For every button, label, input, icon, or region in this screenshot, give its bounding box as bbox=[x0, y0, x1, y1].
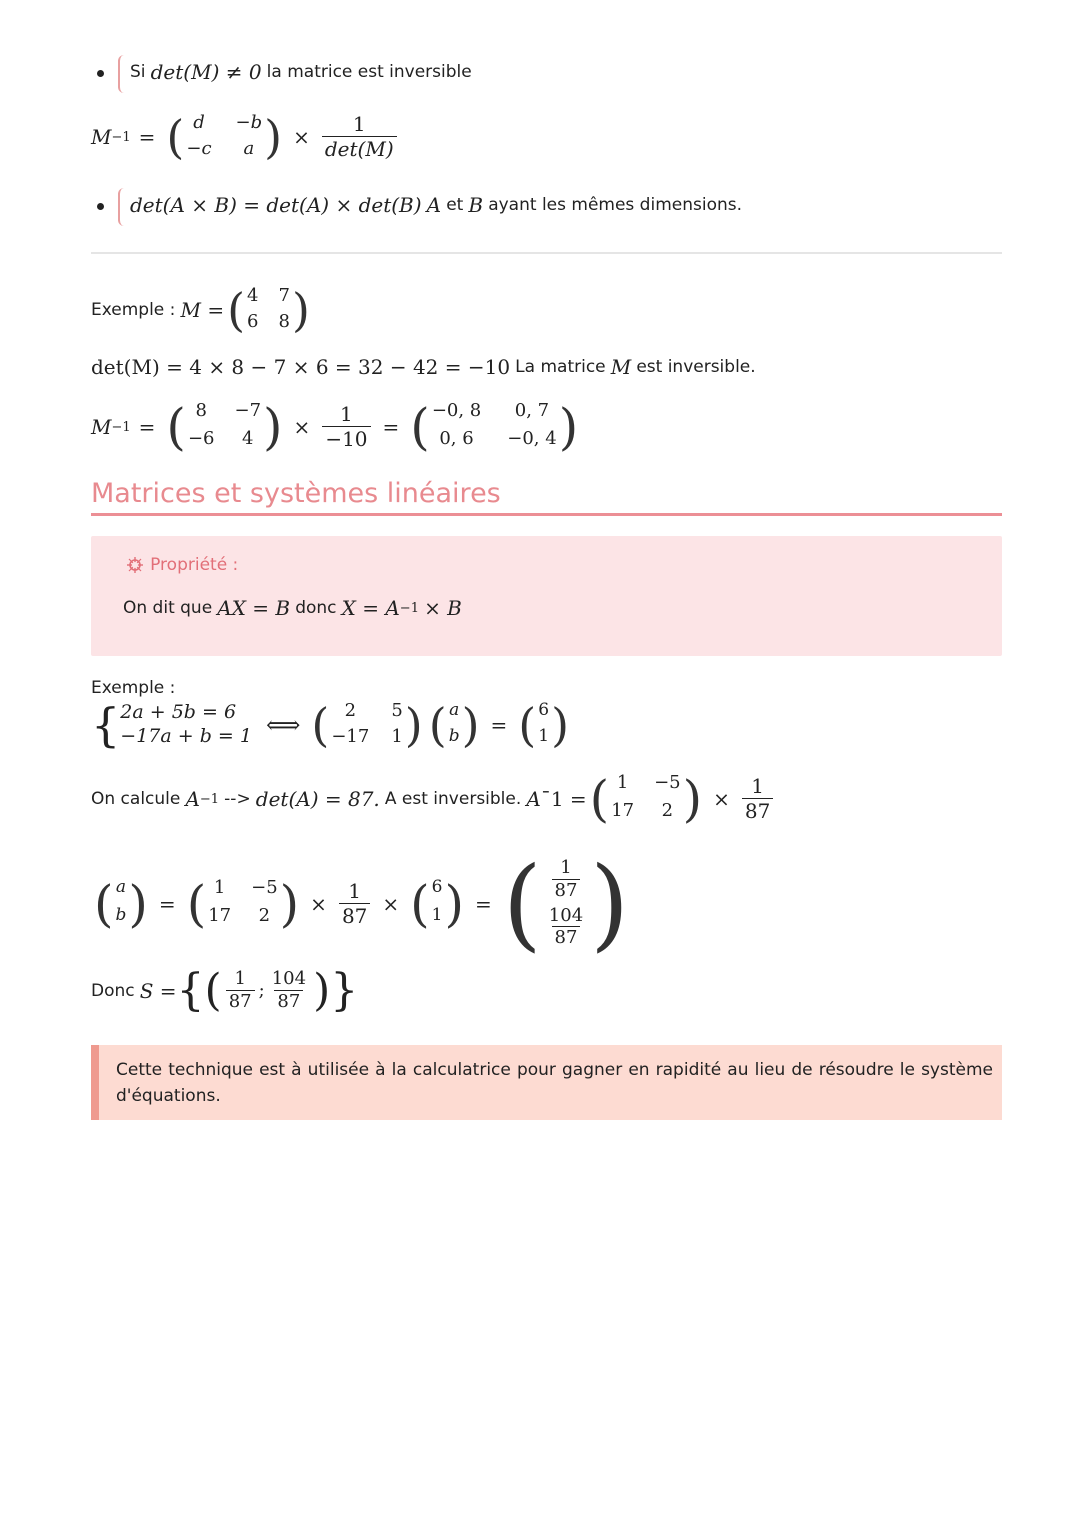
bullet-text: la matrice est inversible bbox=[266, 62, 472, 82]
var-b: B bbox=[468, 193, 484, 217]
vector-cell: a bbox=[115, 876, 127, 897]
property-text: On dit que bbox=[123, 598, 213, 618]
fraction-den: 87 bbox=[274, 990, 303, 1013]
system-equations bbox=[120, 701, 252, 749]
equation: 2a + 5b = 6 bbox=[120, 701, 237, 724]
calc-sup: −1 bbox=[199, 791, 220, 807]
matrix-cell: 8 bbox=[278, 311, 290, 332]
paren-left: ( bbox=[204, 965, 222, 1016]
bracket-decoration bbox=[118, 188, 126, 226]
example-label: Exemple : bbox=[91, 678, 176, 698]
matrix-cell: −0, 4 bbox=[507, 428, 557, 449]
example-matrix: ( 4 7 6 8 ) bbox=[227, 283, 310, 337]
property-expr: X = A bbox=[341, 596, 400, 620]
det-var: M bbox=[610, 355, 632, 379]
calc-inv-tail: ¯1 = bbox=[540, 787, 587, 811]
fraction bbox=[742, 775, 773, 823]
bullet-det-nonzero bbox=[130, 60, 472, 84]
bullet-text: ayant les mêmes dimensions. bbox=[488, 195, 743, 215]
fraction-num: 104 bbox=[548, 904, 584, 926]
formula-lhs: M bbox=[91, 125, 112, 149]
fraction-num: 1 bbox=[340, 402, 353, 426]
vector-cell: b bbox=[448, 726, 460, 746]
property-statement bbox=[123, 596, 462, 620]
solution-computation: ( a b ) = ( 1 −5 17 2 ) × $\frac{1}{87}$ × ( 6 1 ) = ( $\frac{1}{87}$ $\frac{104}{87}$ ) bbox=[94, 845, 630, 962]
matrix-cell: −5 bbox=[654, 772, 681, 793]
iff-sign: ⟺ bbox=[265, 711, 301, 739]
note-text: Cette technique est à utilisée à la calculatrice pour gagner en rapidité au lieu de résoudre le système d'équations. bbox=[116, 1060, 993, 1106]
fraction bbox=[269, 969, 309, 1012]
matrix-cell: −6 bbox=[187, 428, 215, 449]
fraction-num: 1 bbox=[234, 967, 246, 989]
set-brace-right: } bbox=[330, 965, 359, 1016]
matrix-cell: −17 bbox=[331, 726, 370, 747]
matrix-cell: 8 bbox=[195, 400, 207, 421]
calc-inv: A bbox=[526, 787, 541, 811]
matrix-cell: −b bbox=[235, 112, 263, 133]
vector-cell: 1 bbox=[431, 904, 443, 925]
matrix-cell: 7 bbox=[278, 285, 290, 306]
formula-lhs-sup: −1 bbox=[111, 129, 131, 145]
matrix-cell: 17 bbox=[208, 904, 232, 926]
det-text: La matrice bbox=[515, 357, 606, 377]
example-label: Exemple : bbox=[91, 300, 176, 320]
solution-var: S = bbox=[139, 978, 177, 1003]
calc-matrix: ( 1 −5 17 2 ) bbox=[589, 770, 703, 828]
matrix-cell: 2 bbox=[661, 800, 674, 821]
fraction-den: det(M) bbox=[322, 136, 397, 161]
gear-bug-icon bbox=[125, 555, 145, 575]
matrix-cell: a bbox=[243, 138, 255, 159]
matrix-cell: 0, 6 bbox=[439, 428, 474, 449]
matrix-cell: 1 bbox=[213, 876, 226, 898]
donc-word: Donc bbox=[91, 980, 135, 1001]
matrix-cell: d bbox=[193, 112, 205, 133]
fraction-num: 104 bbox=[271, 967, 307, 989]
vector-cell: b bbox=[115, 904, 127, 925]
fraction bbox=[546, 858, 586, 901]
coeff-matrix: ( 2 5 −17 1 ) bbox=[311, 698, 423, 752]
calc-text: On calcule bbox=[91, 789, 181, 809]
det-expr: det(M) = 4 × 8 − 7 × 6 = 32 − 42 = −10 bbox=[91, 355, 511, 379]
property-box bbox=[91, 536, 1002, 656]
det-product-expr: det(A × B) = det(A) × det(B) bbox=[130, 193, 422, 217]
bullet-dot bbox=[97, 203, 104, 210]
det-condition: det(M) ≠ 0 bbox=[150, 60, 262, 84]
rhs-vector: ( 6 1 ) bbox=[410, 874, 465, 933]
fraction-den: 87 bbox=[742, 798, 773, 823]
adjugate-matrix: ( d −b −c a ) bbox=[166, 110, 283, 164]
property-text: donc bbox=[295, 598, 337, 618]
vector-cell: a bbox=[449, 700, 460, 720]
fraction-den: 87 bbox=[552, 879, 581, 902]
example1-header bbox=[91, 283, 313, 337]
set-brace-left: { bbox=[176, 965, 205, 1016]
inverse-adjugate: ( 1 −5 17 2 ) bbox=[186, 874, 300, 933]
var-a: A bbox=[426, 193, 442, 217]
bullet-prefix: Si bbox=[130, 62, 146, 82]
matrix-cell: 0, 7 bbox=[514, 400, 550, 421]
fraction-num: 1 bbox=[348, 878, 362, 903]
example-var: M = bbox=[180, 298, 225, 322]
vector-cell: 6 bbox=[431, 876, 443, 897]
matrix-cell: 4 bbox=[247, 285, 259, 306]
note-box bbox=[91, 1045, 1002, 1120]
fraction bbox=[322, 113, 397, 161]
section-underline bbox=[91, 513, 1002, 516]
matrix-cell: −0, 8 bbox=[431, 400, 482, 421]
calc-inverse-line: On calcule A −1 --> det(A) = 87. A est inversible. A ¯1 = ( 1 −5 17 2 ) × $\frac{1}{87}$ bbox=[91, 770, 777, 828]
matrix-cell: 6 bbox=[247, 311, 259, 332]
fraction-num: 1 bbox=[751, 774, 765, 798]
unknown-vector: ( a b ) bbox=[428, 698, 480, 752]
bullet-dot bbox=[97, 70, 104, 77]
matrix-cell: 4 bbox=[242, 428, 254, 449]
bracket-decoration bbox=[118, 55, 126, 93]
matrix-cell: 5 bbox=[391, 700, 403, 721]
fraction bbox=[339, 880, 370, 928]
inverse-adjugate: ( 8 −7 −6 4 ) bbox=[166, 398, 283, 456]
calc-text: A est inversible. bbox=[384, 789, 522, 809]
det-computation bbox=[91, 355, 756, 379]
fraction-den: 87 bbox=[552, 926, 581, 949]
rhs-vector: ( 6 1 ) bbox=[518, 698, 570, 752]
matrix-cell: 2 bbox=[344, 700, 357, 721]
solution-vector: ( $\frac{1}{87}$ $\frac{104}{87}$ ) bbox=[502, 845, 630, 962]
inverse-result: ( −0, 8 0, 7 0, 6 −0, 4 ) bbox=[410, 398, 579, 456]
unknown-vector: ( a b ) bbox=[94, 874, 148, 933]
times-sign: × bbox=[293, 125, 310, 149]
fraction bbox=[322, 403, 370, 451]
section-title: Matrices et systèmes linéaires bbox=[91, 478, 501, 509]
inverse-formula: M −1 = ( d −b −c a ) × $\frac{1}{\det(M)}$ bbox=[91, 110, 401, 164]
matrix-cell: −5 bbox=[251, 876, 278, 898]
calc-var: A bbox=[185, 787, 200, 811]
fraction bbox=[546, 906, 586, 949]
example1-inverse: M −1 = ( 8 −7 −6 4 ) × $\frac{1}{-10}$ = ( −0, 8 0, 7 0, 6 −0, 4 ) bbox=[91, 398, 579, 456]
property-header bbox=[125, 555, 238, 575]
vector-cell: 1 bbox=[538, 726, 550, 746]
inverse-sup: −1 bbox=[111, 419, 131, 435]
linear-system: { 2a + 5b = 6 −17a + b = 1 ⟺ ( 2 5 −17 1 ) ( a b ) = ( 6 1 ) bbox=[91, 698, 570, 752]
matrix-cell: 1 bbox=[391, 726, 403, 747]
and-word: et bbox=[446, 195, 464, 215]
equation: −17a + b = 1 bbox=[120, 725, 252, 747]
fraction-den: 87 bbox=[226, 990, 255, 1013]
fraction-den: 87 bbox=[339, 903, 370, 928]
divider bbox=[91, 252, 1002, 254]
property-expr: × B bbox=[424, 596, 462, 620]
matrix-cell: −7 bbox=[234, 400, 262, 421]
fraction bbox=[226, 969, 255, 1012]
vector-cell: 6 bbox=[538, 700, 550, 720]
system-brace: { bbox=[91, 698, 121, 752]
property-sup: −1 bbox=[399, 600, 419, 616]
fraction-num: 1 bbox=[560, 857, 572, 879]
paren-right: ) bbox=[313, 965, 331, 1016]
calc-det: det(A) = 87. bbox=[255, 787, 380, 811]
property-title: Propriété : bbox=[150, 555, 239, 575]
matrix-cell: 1 bbox=[616, 772, 629, 793]
calc-arrow: --> bbox=[224, 789, 251, 809]
det-text: est inversible. bbox=[636, 357, 756, 377]
fraction-den: −10 bbox=[322, 426, 370, 451]
fraction-num: 1 bbox=[352, 112, 366, 136]
matrix-cell: 17 bbox=[611, 800, 635, 821]
property-expr: AX = B bbox=[217, 596, 291, 620]
matrix-cell: −c bbox=[186, 138, 212, 159]
inverse-lhs: M bbox=[91, 415, 112, 439]
matrix-cell: 2 bbox=[258, 904, 271, 926]
bullet-det-product bbox=[130, 193, 742, 217]
solution-set: Donc S = { ( $\frac{1}{87}$ ; $\frac{104}{87}$ ) } bbox=[91, 965, 359, 1016]
